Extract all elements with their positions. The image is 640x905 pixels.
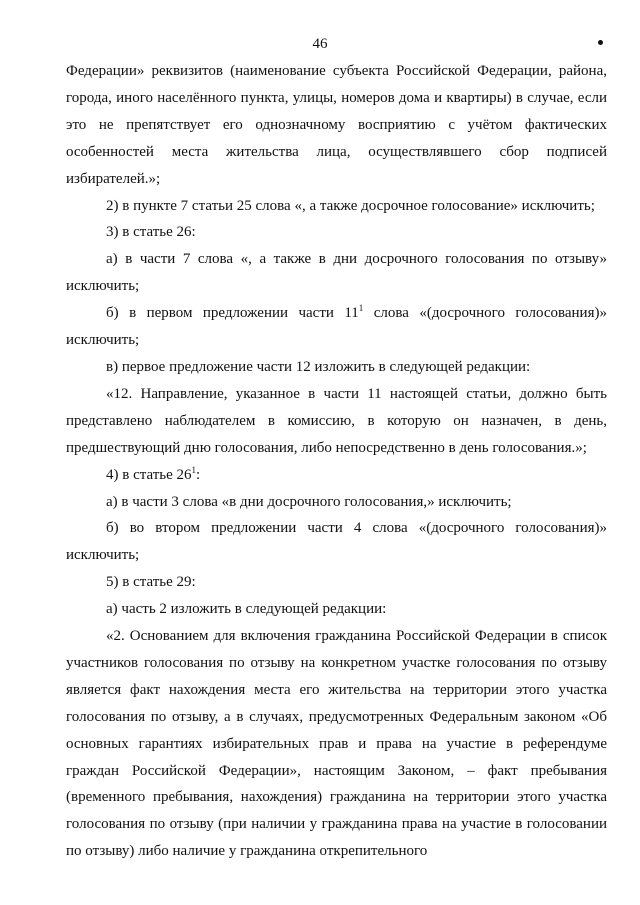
page-dot-mark xyxy=(598,40,603,45)
superscript: 1 xyxy=(358,303,364,314)
paragraph-item-4 xyxy=(66,462,607,489)
paragraph-item-4-tail: : xyxy=(196,466,201,483)
paragraph-item-2: 2) в пункте 7 статьи 25 слова «, а также досрочное голосование» исключить; xyxy=(106,197,595,214)
paragraph-item-3: 3) в статье 26: xyxy=(106,224,196,241)
paragraph-item-5a: а) часть 2 изложить в следующей редакции: xyxy=(106,601,387,618)
paragraph-quote-2: «2. Основанием для включения гражданина Российской Федерации в список участников голосования по отзыву на конкретном участке голосования по отзыву является факт нахождения места его жительства на территории этого участка голосования по отзыву, а в случаях, предусмотренных Федеральным законом «Об основных гарантиях избирательных прав и права на участие в референдуме граждан Российской Федерации», настоящим Законом, – факт пребывания (временного пребывания, нахождения) гражданина на территории этого участка голосования по отзыву (при наличии у гражданина права на участие в голосовании по отзыву) либо наличие у гражданина открепительного xyxy=(66,628,607,860)
paragraph-quote-12: «12. Направление, указанное в части 11 настоящей статьи, должно быть представлено наблюдателем в комиссию, в которую он назначен, в день, предшествующий дню голосования, либо непосредственно в день голосования.»; xyxy=(66,385,607,456)
paragraph-item-3a: а) в части 7 слова «, а также в дни досрочного голосования по отзыву» исключить; xyxy=(66,251,607,295)
document-body xyxy=(66,58,607,865)
paragraph-item-3b-text: б) в первом предложении части 11 xyxy=(106,305,359,322)
paragraph-continuation: Федерации» реквизитов (наименование субъекта Российской Федерации, района, города, иного населённого пункта, улицы, номеров дома и квартиры) в случае, если это не препятствует его однозначному восприятию с учётом фактических особенностей места жительства лица, осуществлявшего сбор подписей избирателей.»; xyxy=(66,63,607,187)
paragraph-item-3b xyxy=(66,300,607,354)
paragraph-item-4b: б) во втором предложении части 4 слова «(досрочного голосования)» исключить; xyxy=(66,520,607,564)
paragraph-item-4a: а) в части 3 слова «в дни досрочного голосования,» исключить; xyxy=(106,493,512,510)
page-number: 46 xyxy=(312,36,328,52)
paragraph-item-3v: в) первое предложение части 12 изложить в следующей редакции: xyxy=(106,358,531,375)
paragraph-item-3b-tail: слова «(досрочного голосования)» исключить; xyxy=(66,305,607,349)
paragraph-item-4-text: 4) в статье 26 xyxy=(106,466,192,483)
superscript: 1 xyxy=(191,464,197,475)
paragraph-item-5: 5) в статье 29: xyxy=(106,574,196,591)
